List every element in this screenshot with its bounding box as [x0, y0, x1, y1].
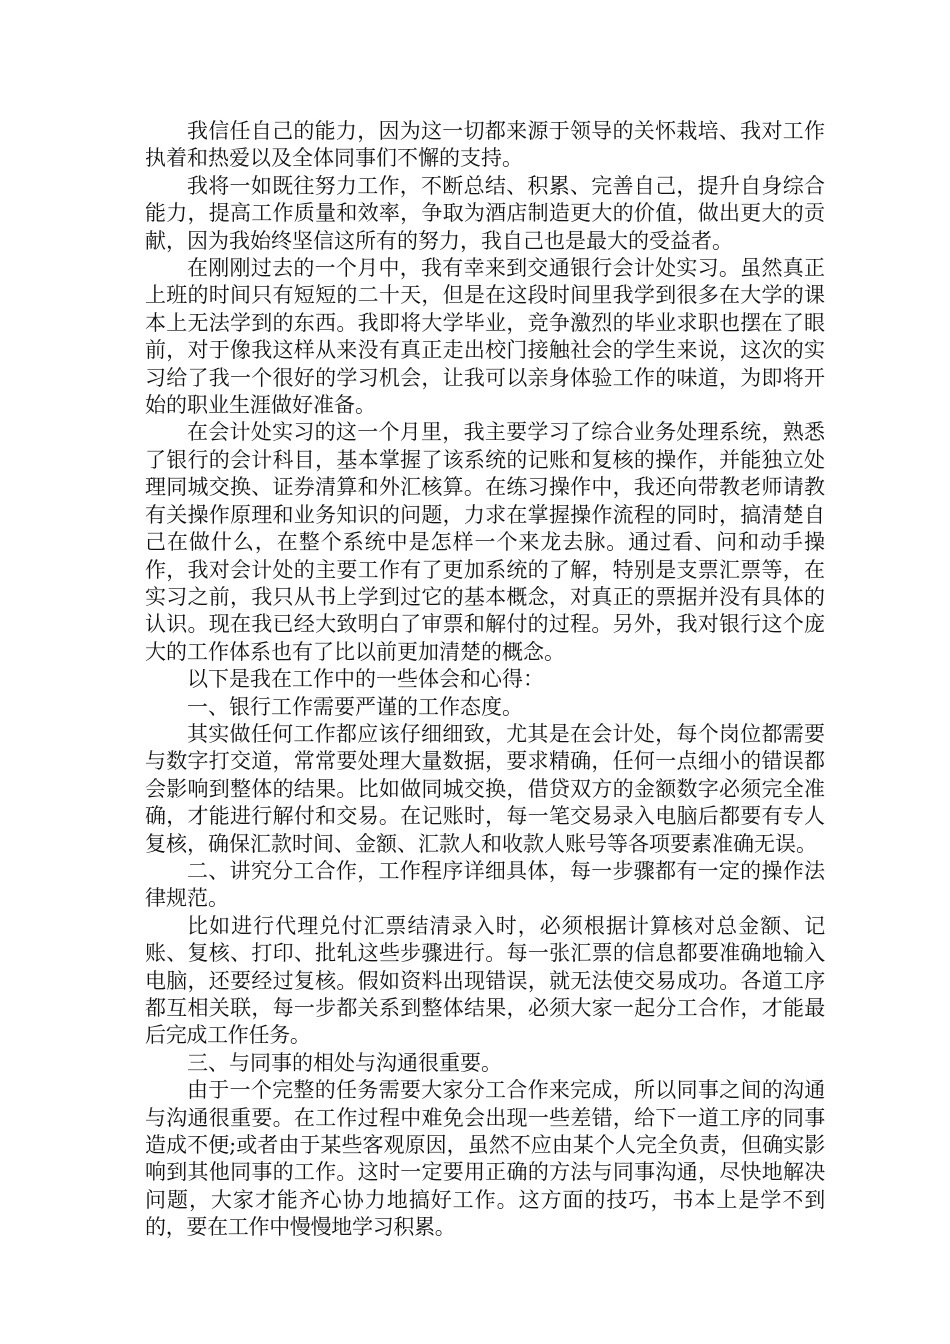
paragraph: 以下是我在工作中的一些体会和心得：	[187, 667, 544, 692]
document-body	[145, 118, 825, 1242]
section-heading: 二、讲究分工合作，工作程序详细具体，每一步骤都有一定的操作法律规范。	[145, 858, 825, 911]
paragraph: 我将一如既往努力工作，不断总结、积累、完善自己，提升自身综合能力，提高工作质量和效率，争取为酒店制造更大的价值，做出更大的贡献，因为我始终坚信这所有的努力，我自己也是最大的受益者。	[145, 173, 825, 253]
paragraph: 在会计处实习的这一个月里，我主要学习了综合业务处理系统，熟悉了银行的会计科目，基本掌握了该系统的记账和复核的操作，并能独立处理同城交换、证券清算和外汇核算。在练习操作中，我还向带教老师请教有关操作原理和业务知识的问题，力求在掌握操作流程的同时，搞清楚自己在做什么，在整个系统中是怎样一个来龙去脉。通过看、问和动手操作，我对会计处的主要工作有了更加系统的了解，特别是支票汇票等，在实习之前，我只从书上学到过它的基本概念，对真正的票据并没有具体的认识。现在我已经大致明白了审票和解付的过程。另外，我对银行这个庞大的工作体系也有了比以前更加清楚的概念。	[145, 420, 825, 664]
paragraph: 我信任自己的能力，因为这一切都来源于领导的关怀栽培、我对工作执着和热爱以及全体同事们不懈的支持。	[145, 119, 825, 171]
paragraph: 比如进行代理兑付汇票结清录入时，必须根据计算核对总金额、记账、复核、打印、批轧这些步骤进行。每一张汇票的信息都要准确地输入电脑，还要经过复核。假如资料出现错误，就无法使交易成功。各道工序都互相关联，每一步都关系到整体结果，必须大家一起分工合作，才能最后完成工作任务。	[145, 913, 825, 1048]
section-heading: 三、与同事的相处与沟通很重要。	[187, 1050, 502, 1075]
section-heading: 一、银行工作需要严谨的工作态度。	[187, 694, 523, 719]
paragraph: 其实做任何工作都应该仔细细致，尤其是在会计处，每个岗位都需要与数字打交道，常常要处理大量数据，要求精确，任何一点细小的错误都会影响到整体的结果。比如做同城交换，借贷双方的金额数字必须完全准确，才能进行解付和交易。在记账时，每一笔交易录入电脑后都要有专人复核，确保汇款时间、金额、汇款人和收款人账号等各项要素准确无误。	[145, 721, 825, 856]
paragraph: 由于一个完整的任务需要大家分工合作来完成，所以同事之间的沟通与沟通很重要。在工作过程中难免会出现一些差错，给下一道工序的同事造成不便;或者由于某些客观原因，虽然不应由某个人完全负责，但确实影响到其他同事的工作。这时一定要用正确的方法与同事沟通，尽快地解决问题，大家才能齐心协力地搞好工作。这方面的技巧，书本上是学不到的，要在工作中慢慢地学习积累。	[145, 1078, 825, 1240]
paragraph: 在刚刚过去的一个月中，我有幸来到交通银行会计处实习。虽然真正上班的时间只有短短的二十天，但是在这段时间里我学到很多在大学的课本上无法学到的东西。我即将大学毕业，竞争激烈的毕业求职也摆在了眼前，对于像我这样从来没有真正走出校门接触社会的学生来说，这次的实习给了我一个很好的学习机会，让我可以亲身体验工作的味道，为即将开始的职业生涯做好准备。	[145, 256, 825, 418]
